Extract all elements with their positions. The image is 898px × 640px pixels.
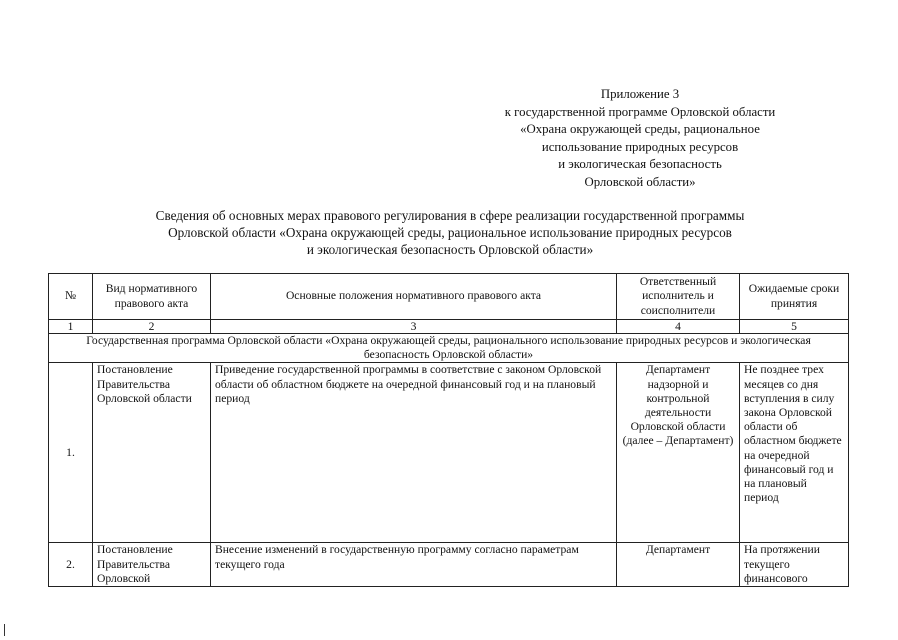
title-line: и экологическая безопасность Орловской области» (306, 242, 594, 257)
row-act-type: Постановление Правительства Орловской (93, 543, 211, 587)
section-title: Государственная программа Орловской области «Охрана окружающей среды, рационального использование природных ресурсов и экологическая безопасность Орловской области» (49, 334, 849, 363)
legal-measures-table (48, 273, 849, 587)
row-executor: Департамент надзорной и контрольной деятельности Орловской области (далее – Департамент) (617, 363, 740, 543)
appendix-line: использование природных ресурсов (541, 139, 739, 154)
header-executor: Ответственный исполнитель и соисполнители (617, 274, 740, 320)
row-deadline: Не позднее трех месяцев со дня вступления в силу закона Орловской области об областном бюджете на очередной финансовый год и на плановый период (740, 363, 849, 543)
appendix-header (470, 86, 810, 191)
row-provisions: Внесение изменений в государственную программу согласно параметрам текущего года (211, 543, 617, 587)
appendix-line: и экологическая безопасность (558, 157, 722, 171)
title-line: Сведения об основных мерах правового регулирования в сфере реализации государственной программы (155, 208, 745, 223)
row-deadline: На протяжении текущего финансового (740, 543, 849, 587)
table-header-row (49, 274, 849, 320)
appendix-line: «Охрана окружающей среды, рациональное (520, 122, 760, 136)
column-number: 2 (93, 320, 211, 334)
row-executor: Департамент (617, 543, 740, 587)
row-act-type: Постановление Правительства Орловской области (93, 363, 211, 543)
row-number: 2. (49, 543, 93, 587)
appendix-line: к государственной программе Орловской области (504, 104, 776, 119)
table-row (49, 543, 849, 587)
header-number: № (49, 274, 93, 320)
column-number: 5 (740, 320, 849, 334)
column-number: 4 (617, 320, 740, 334)
scan-mark (4, 624, 5, 636)
header-act-type: Вид нормативного правового акта (93, 274, 211, 320)
column-number: 1 (49, 320, 93, 334)
column-number-row (49, 320, 849, 334)
header-provisions: Основные положения нормативного правового акта (211, 274, 617, 320)
table-row (49, 363, 849, 543)
appendix-line: Орловской области» (584, 174, 696, 189)
appendix-line: Приложение 3 (600, 87, 680, 101)
row-provisions: Приведение государственной программы в соответствие с законом Орловской области об областном бюджете на очередной финансовый год и на плановый период (211, 363, 617, 543)
title-line: Орловской области «Охрана окружающей среды, рациональное использование природных ресурсов (168, 225, 732, 240)
row-number: 1. (49, 363, 93, 543)
header-deadline: Ожидаемые сроки принятия (740, 274, 849, 320)
column-number: 3 (211, 320, 617, 334)
section-title-row (49, 334, 849, 363)
document-title (60, 207, 840, 258)
